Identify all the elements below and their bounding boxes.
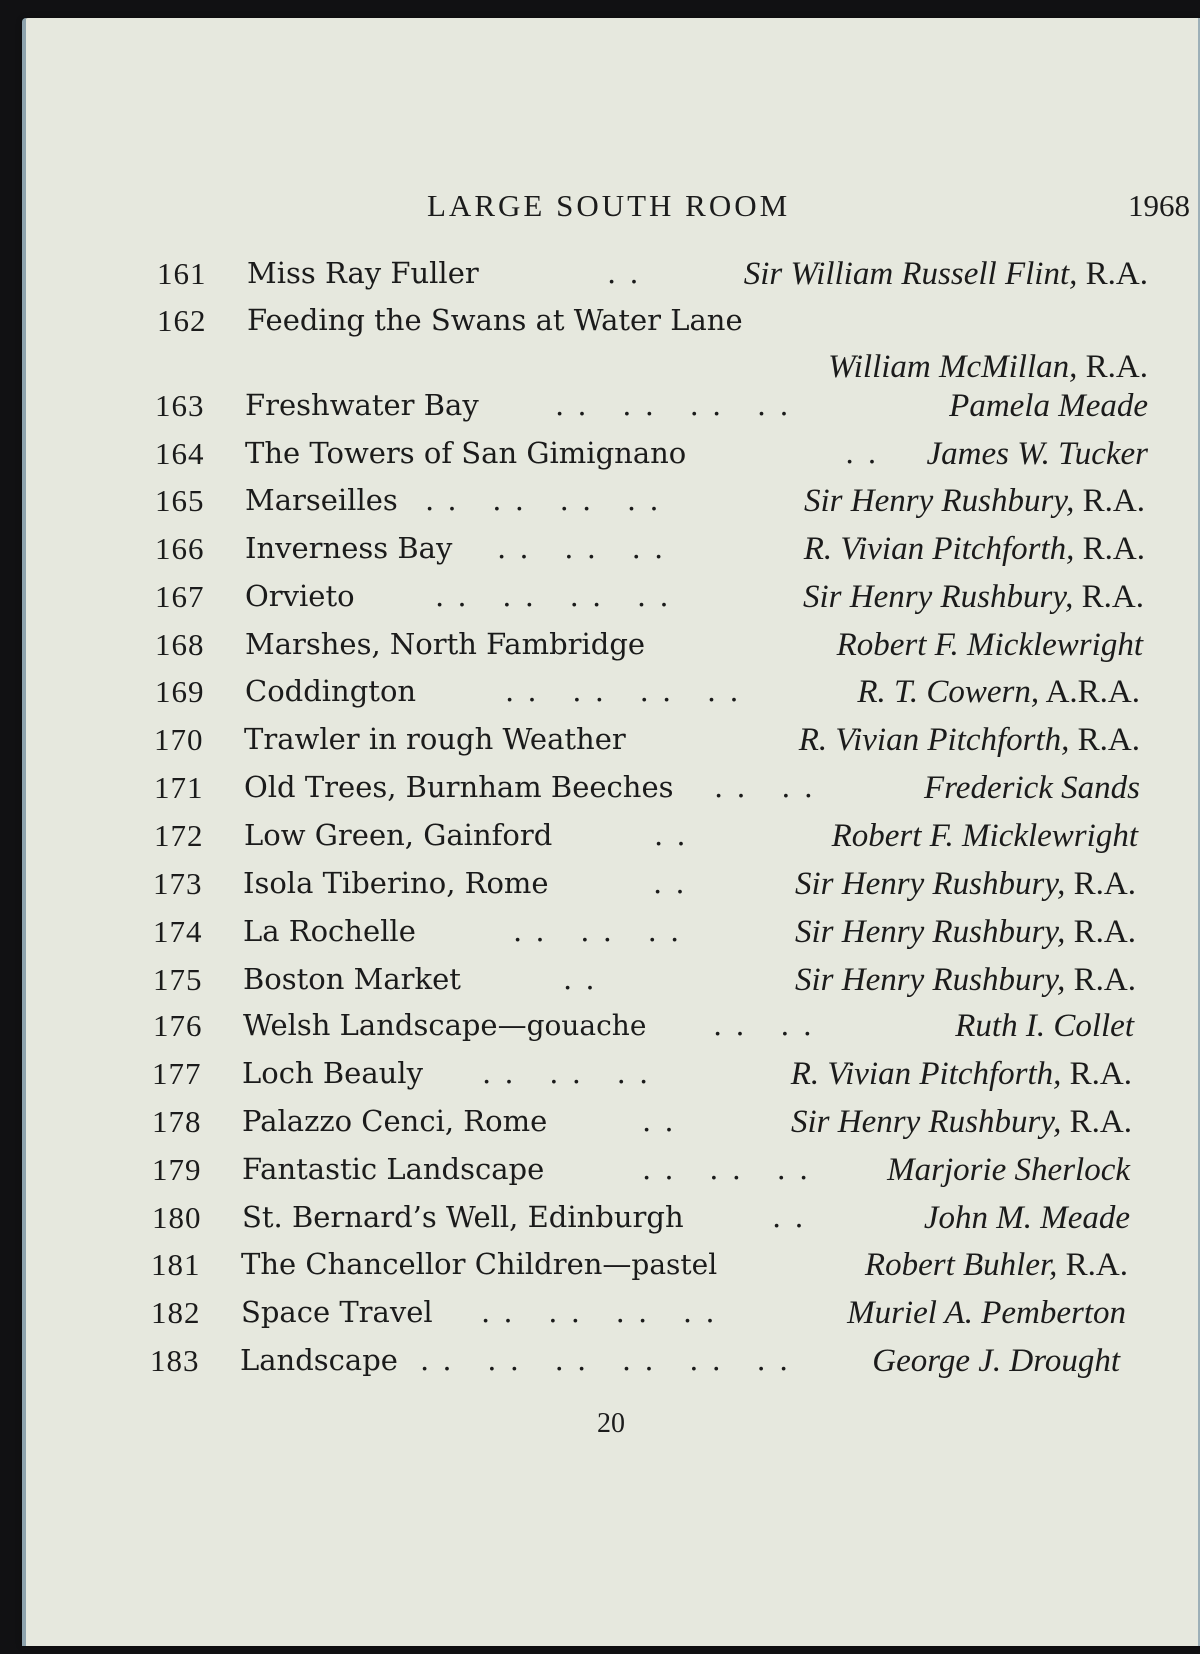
artist-name: Ruth I. Collet [955,1008,1134,1044]
entry-title [244,818,552,852]
entry-number: 161 [157,256,207,291]
catalogue-entry [154,770,1140,816]
artist-honours: R.A. [1077,349,1148,385]
entry-artist [955,1008,1134,1045]
page-number: 20 [597,1408,625,1439]
entry-number: 170 [154,722,204,757]
artist-honours: R.A. [1065,962,1136,998]
entry-number: 177 [152,1056,202,1091]
catalogue-entry [154,818,1138,864]
entry-title-text: Boston Market [243,962,461,996]
entry-title-text: Low Green, Gainford [244,818,553,852]
artist-name: Sir Henry Rushbury, [804,483,1075,519]
leader-dots: . . [845,436,879,470]
entry-artist [803,579,1144,616]
entry-artist [804,531,1145,568]
artist-name: R. T. Cowern, [857,674,1040,710]
catalogue-entry [152,1152,1130,1198]
entry-number: 176 [153,1008,203,1043]
entry-title [242,1104,547,1138]
entry-number: 169 [155,674,205,709]
artist-name: Robert F. Micklewright [831,818,1138,854]
artist-name: Robert Buhler, [864,1247,1058,1283]
leader-dots: . . [563,962,597,996]
entry-title [242,1056,423,1090]
artist-name: Sir William Russell Flint, [743,256,1078,292]
entry-title-text: Landscape [240,1343,398,1377]
entry-number: 164 [155,436,205,471]
entry-title [245,674,416,708]
artist-name: Sir Henry Rushbury, [803,579,1074,615]
leader-dots: . . . . . . [642,1152,811,1186]
entry-title [242,1200,684,1234]
leader-dots: . . [654,818,688,852]
entry-artist [949,388,1148,425]
entry-number: 172 [154,818,204,853]
entry-artist [865,1247,1128,1284]
entry-title [245,436,686,470]
entry-title-text: The Towers of San Gimignano [245,436,687,470]
artist-honours: R.A. [1069,722,1140,758]
artist-name: Frederick Sands [924,770,1140,806]
leader-dots: . . . . [713,1008,814,1042]
leader-dots: . . [772,1200,806,1234]
entry-title [241,1247,717,1281]
catalogue-entry [150,1343,1120,1389]
artist-honours: R.A. [1077,256,1148,292]
catalogue-entry [152,1056,1132,1102]
artist-honours: R.A. [1065,866,1136,902]
catalogue-entry [154,722,1140,768]
artist-name: R. Vivian Pitchforth, [803,531,1075,567]
artist-name: Sir Henry Rushbury, [795,866,1066,902]
entry-title [243,866,549,900]
leader-dots: . . . . . . . . . . . . [420,1343,791,1377]
entry-title-text: St. Bernard’s Well, Edinburgh [242,1200,684,1234]
entry-title-text: Orvieto [245,579,355,613]
artist-name: John M. Meade [923,1200,1130,1236]
leader-dots: . . . . . . [482,1056,651,1090]
catalogue-entry [153,866,1136,912]
leader-dots: . . . . . . . . [435,579,671,613]
entry-title-text: The Chancellor Children— [241,1247,632,1281]
entry-title [245,627,645,661]
entry-number: 171 [154,770,204,805]
catalogue-entry [157,256,1148,302]
entry-title [245,388,479,422]
exhibition-year: 1968 [1128,188,1190,223]
catalogue-entry [155,627,1143,673]
entry-title [243,962,461,996]
entry-title [245,579,355,613]
catalogue-entry [157,303,1148,385]
entry-artist [791,1104,1132,1141]
entry-number: 182 [151,1295,201,1330]
entry-number: 183 [150,1343,200,1378]
entry-number: 165 [155,483,205,518]
artist-name: R. Vivian Pitchforth, [798,722,1070,758]
entry-artist [857,674,1140,711]
catalogue-entry [153,914,1136,960]
catalogue-entry [155,436,1148,482]
artist-honours: R.A. [1074,483,1145,519]
entry-title-text: Miss Ray Fuller [247,256,479,290]
entry-title [247,303,743,337]
artist-name: Marjorie Sherlock [887,1152,1130,1188]
entry-artist [804,483,1145,520]
entry-artist [872,1343,1120,1380]
leader-dots: . . [653,866,687,900]
artist-honours: A.R.A. [1039,674,1140,710]
entry-title [245,483,398,517]
artist-name: William McMillan, [828,349,1078,385]
entry-number: 173 [153,866,203,901]
entry-title [240,1343,398,1377]
artist-name: Robert F. Micklewright [836,627,1143,663]
entry-artist [924,770,1140,807]
entry-title-text: Fantastic Landscape [242,1152,545,1186]
entry-title [242,1152,544,1186]
entry-number: 180 [152,1200,202,1235]
artist-name: R. Vivian Pitchforth, [790,1056,1062,1092]
entry-title-text: Inverness Bay [245,531,453,565]
catalogue-entry [152,1200,1130,1246]
entry-title-text: Palazzo Cenci, Rome [242,1104,548,1138]
artist-name: Pamela Meade [949,388,1148,424]
entry-title [243,1008,646,1042]
artist-name: George J. Drought [872,1343,1120,1379]
catalogue-page [22,18,1200,1646]
entry-title-text: Isola Tiberino, Rome [243,866,549,900]
entry-title-text: Coddington [245,674,417,708]
artist-honours: R.A. [1074,531,1145,567]
leader-dots: . . . . . . . . [425,483,661,517]
entry-title [244,722,626,756]
entry-artist [791,1056,1132,1093]
entry-title [245,531,452,565]
page-header [22,188,1200,232]
entry-number: 179 [152,1152,202,1187]
entry-title-text: Trawler in rough Weather [244,722,626,756]
entry-number: 174 [153,914,203,949]
entry-artist [832,818,1138,855]
entry-title [243,914,416,948]
catalogue-entry [152,1104,1132,1150]
entry-title-text: Space Travel [241,1295,433,1329]
entry-number: 168 [155,627,205,662]
entry-number: 178 [152,1104,202,1139]
catalogue-entry [153,962,1136,1008]
leader-dots: . . . . . . [497,531,666,565]
artist-name: Sir Henry Rushbury, [791,1104,1062,1140]
entry-artist [927,436,1149,473]
catalogue-entry [155,674,1140,720]
leader-dots: . . . . . . [513,914,682,948]
entry-artist [795,866,1136,903]
entry-number: 162 [157,303,207,338]
artist-honours: R.A. [1061,1104,1132,1140]
entry-number: 166 [155,531,205,566]
artist-honours: R.A. [1065,914,1136,950]
entry-title-text: Feeding the Swans at Water Lane [247,303,743,337]
entry-medium: gouache [526,1009,647,1042]
entry-number: 163 [155,388,205,423]
entry-title-text: La Rochelle [243,914,416,948]
entry-number: 167 [155,579,205,614]
artist-name: Sir Henry Rushbury, [795,914,1066,950]
entry-artist [795,914,1136,951]
entry-artist [887,1152,1130,1189]
entry-number: 175 [153,962,203,997]
entry-artist [795,962,1136,999]
entry-artist [837,627,1143,664]
entry-title-text: Old Trees, Burnham Beeches [244,770,674,804]
catalogue-entry [155,531,1145,577]
leader-dots: . . [607,256,641,290]
room-title: LARGE SOUTH ROOM [427,188,791,223]
artist-name: Sir Henry Rushbury, [795,962,1066,998]
entry-title-text: Welsh Landscape— [243,1008,527,1042]
entry-artist [744,256,1148,293]
artist-honours: R.A. [1061,1056,1132,1092]
entry-artist [847,1295,1126,1332]
leader-dots: . . . . . . . . [481,1295,717,1329]
artist-name: Muriel A. Pemberton [847,1295,1126,1331]
leader-dots: . . [642,1104,676,1138]
entry-title [241,1295,433,1329]
catalogue-entry [155,388,1148,434]
entry-medium: pastel [631,1248,718,1281]
entry-title-text: Marseilles [245,483,398,517]
entry-artist [828,349,1148,386]
artist-honours: R.A. [1073,579,1144,615]
leader-dots: . . . . . . . . [505,674,741,708]
artist-honours: R.A. [1057,1247,1128,1283]
entry-artist [799,722,1140,759]
entry-title-text: Loch Beauly [242,1056,423,1090]
catalogue-entry [155,483,1145,529]
entry-title [244,770,674,804]
leader-dots: . . . . . . . . [555,388,791,422]
entry-title [247,256,479,290]
entry-title-text: Freshwater Bay [245,388,479,422]
leader-dots: . . . . [714,770,815,804]
catalogue-entry [155,579,1144,625]
catalogue-entry [151,1295,1126,1341]
entry-number: 181 [151,1247,201,1282]
entry-artist [924,1200,1130,1237]
entry-title-text: Marshes, North Fambridge [245,627,646,661]
artist-name: James W. Tucker [926,436,1148,472]
catalogue-entry [153,1008,1134,1054]
catalogue-entry [151,1247,1128,1293]
